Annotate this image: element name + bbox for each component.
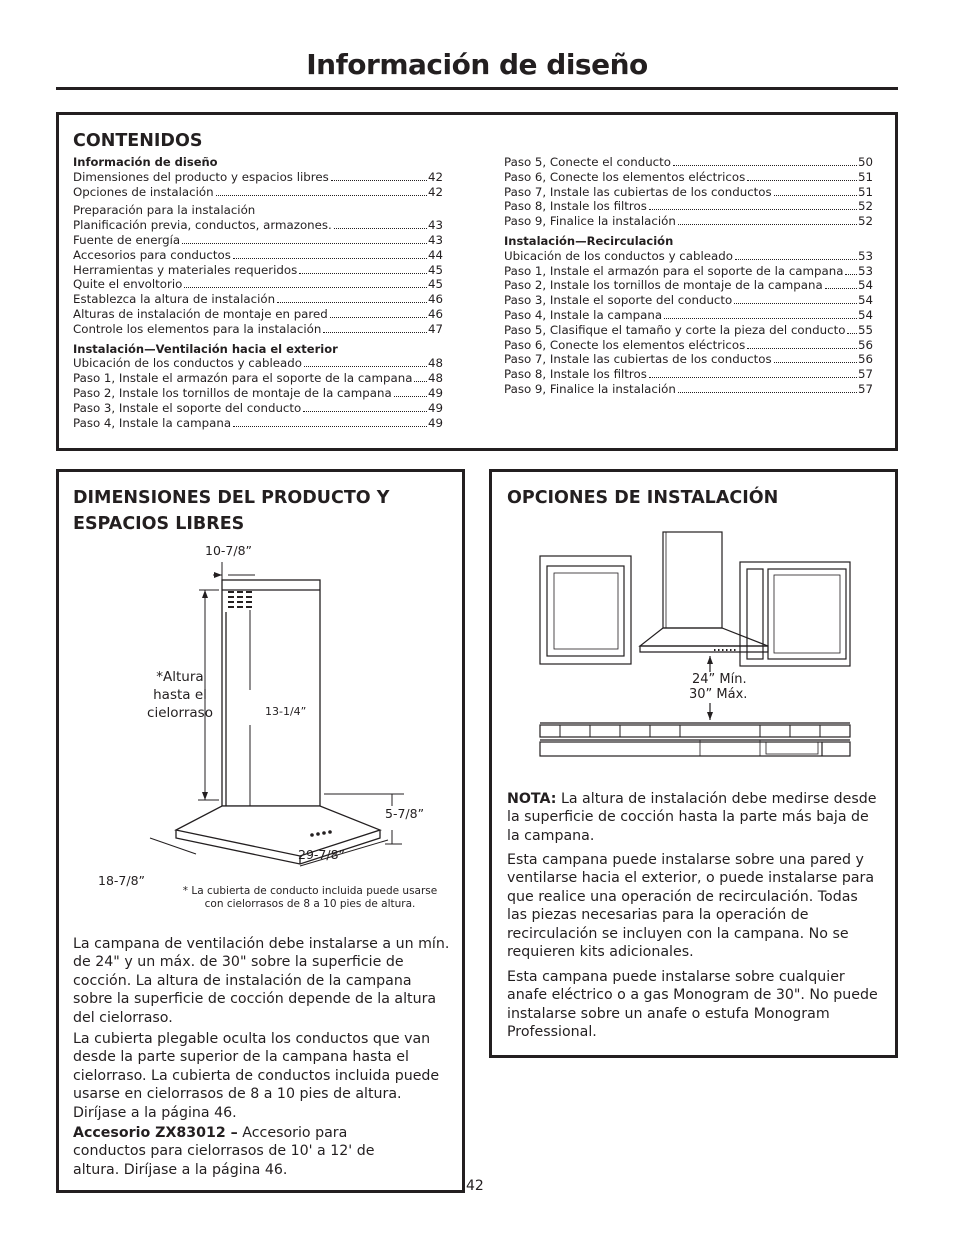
toc-entry-title: Paso 4, Instale la campana	[73, 415, 232, 430]
note-text: La altura de instalación debe medirse desde la superficie de cocción hasta la parte más baja de la campana.	[507, 791, 877, 844]
toc-entry[interactable]	[73, 263, 443, 278]
title-divider	[56, 87, 898, 90]
install-paragraph-3: Esta campana puede instalarse sobre cualquier anafe eléctrico o a gas Monogram de 30". No puede instalarse sobre un anafe o estufa Monogram Professional.	[507, 969, 878, 1041]
toc-entry[interactable]	[504, 264, 873, 279]
install-max-label: 30” Máx.	[689, 687, 748, 702]
toc-leader-dots	[334, 228, 427, 229]
toc-entry-page: 42	[427, 184, 443, 199]
toc-entry[interactable]	[504, 367, 873, 382]
toc-heading: Información de diseño	[73, 155, 218, 169]
toc-entry-title: Paso 6, Conecte los elementos eléctricos	[504, 337, 746, 352]
toc-entry[interactable]	[73, 416, 443, 431]
toc-entry-title: Paso 2, Instale los tornillos de montaje de la campana	[73, 385, 392, 400]
toc-entry[interactable]	[73, 233, 443, 248]
toc-entry-title: Paso 7, Instale las cubiertas de los conductos	[504, 352, 772, 367]
toc-entry-title: Paso 4, Instale la campana	[504, 307, 663, 322]
toc-entry-page: 43	[427, 232, 443, 247]
toc-entry[interactable]	[73, 356, 443, 371]
dim-hood-width: 29-7/8”	[298, 847, 346, 862]
toc-entry[interactable]	[73, 401, 443, 416]
toc-entry[interactable]	[73, 371, 443, 386]
dimensions-title	[73, 485, 389, 537]
dimensions-paragraph-3	[73, 1124, 423, 1179]
toc-entry-page: 46	[427, 292, 443, 307]
footnote-line1: * La cubierta de conducto incluida puede usarse	[182, 885, 438, 897]
toc-entry-title: Establezca la altura de instalación	[73, 292, 276, 307]
toc-entry-page: 53	[857, 248, 873, 263]
install-note	[507, 790, 882, 845]
dimensions-paragraph-1: La campana de ventilación debe instalarse a un mín. de 24" y un máx. de 30" sobre la superficie de cocción. La altura de instalación de la campana sobre la superficie de cocción depende de la altura del cielorraso.	[73, 936, 450, 1026]
toc-entry-title: Paso 3, Instale el soporte del conducto	[504, 293, 733, 308]
toc-list	[504, 249, 873, 397]
page-title: Información de diseño	[306, 48, 648, 81]
toc-list	[73, 170, 443, 200]
toc-entry-title: Paso 9, Finalice la instalación	[504, 381, 676, 396]
toc-leader-dots	[774, 362, 857, 363]
dimensions-title-line1: DIMENSIONES DEL PRODUCTO Y	[73, 488, 390, 508]
dimensions-title-line2: ESPACIOS LIBRES	[73, 514, 245, 534]
toc-right-column	[504, 155, 873, 397]
toc-leader-dots	[664, 318, 857, 319]
toc-leader-dots	[825, 288, 857, 289]
toc-entry-title: Paso 8, Instale los filtros	[504, 199, 647, 214]
toc-entry[interactable]	[504, 214, 873, 229]
toc-entry[interactable]	[504, 323, 873, 338]
toc-entry-title: Paso 1, Instale el armazón para el soporte de la campana	[73, 371, 413, 386]
dim-height-line3: cielorraso	[147, 705, 213, 721]
toc-entry-title: Paso 8, Instale los filtros	[504, 367, 647, 382]
toc-entry-title: Paso 5, Clasifique el tamaño y corte la pieza del conducto	[504, 322, 846, 337]
hood-dimensions-diagram	[60, 540, 460, 880]
toc-entry-page: 51	[857, 184, 873, 199]
toc-heading: Instalación—Recirculación	[504, 233, 674, 248]
dimensions-footnote	[170, 885, 450, 911]
toc-entry-page: 57	[857, 367, 873, 382]
toc-entry-page: 46	[427, 306, 443, 321]
toc-leader-dots	[304, 366, 427, 367]
toc-entry-page: 44	[427, 247, 443, 262]
toc-entry[interactable]	[504, 352, 873, 367]
toc-entry-title: Ubicación de los conductos y cableado	[504, 248, 733, 263]
toc-entry-page: 49	[427, 385, 443, 400]
dim-chimney-width: 13-1/4”	[265, 705, 307, 718]
toc-entry-page: 49	[427, 415, 443, 430]
toc-leader-dots	[678, 224, 857, 225]
toc-leader-dots	[747, 180, 857, 181]
toc-entry-title: Planificación previa, conductos, armazones.	[73, 218, 332, 233]
note-label: NOTA:	[507, 791, 557, 807]
toc-entry-page: 47	[427, 321, 443, 336]
toc-leader-dots	[847, 333, 857, 334]
toc-entry-title: Paso 5, Conecte el conducto	[504, 155, 671, 169]
toc-entry-page: 43	[427, 218, 443, 233]
toc-left-column	[73, 155, 443, 430]
toc-entry[interactable]	[504, 170, 873, 185]
toc-leader-dots	[673, 165, 857, 166]
toc-leader-dots	[678, 392, 857, 393]
toc-list	[504, 155, 873, 229]
toc-entry[interactable]	[504, 293, 873, 308]
accessory-label: Accesorio ZX83012 –	[73, 1125, 238, 1141]
toc-entry[interactable]	[73, 322, 443, 337]
dimensions-paragraph-2: La cubierta plegable oculta los conductos que van desde la parte superior de la campana hasta el cielorraso. La cubierta de conductos incluida puede usarse en cielorrasos de 8 a 10 pies de altura. Diríjase a la página 46.	[73, 1031, 440, 1121]
dim-top-width: 10-7/8”	[205, 543, 253, 558]
toc-leader-dots	[747, 348, 857, 349]
toc-entry-title: Herramientas y materiales requeridos	[73, 262, 298, 277]
toc-list	[73, 356, 443, 430]
install-min-label: 24” Mín.	[692, 672, 747, 687]
toc-entry-page: 55	[857, 322, 873, 337]
toc-entry-page: 56	[857, 352, 873, 367]
toc-entry-title: Paso 3, Instale el soporte del conducto	[73, 400, 302, 415]
toc-leader-dots	[774, 195, 857, 196]
toc-leader-dots	[233, 258, 427, 259]
toc-entry[interactable]	[504, 338, 873, 353]
toc-entry-page: 48	[427, 371, 443, 386]
toc-entry[interactable]	[504, 382, 873, 397]
toc-leader-dots	[299, 273, 427, 274]
toc-entry-title: Ubicación de los conductos y cableado	[73, 356, 302, 371]
toc-entry-page: 48	[427, 356, 443, 371]
toc-entry-page: 50	[857, 155, 873, 169]
toc-entry[interactable]	[73, 185, 443, 200]
toc-entry-page: 45	[427, 262, 443, 277]
toc-subheading: Preparación para la instalación	[73, 203, 256, 218]
toc-heading: Instalación—Ventilación hacia el exterior	[73, 341, 338, 356]
toc-entry-title: Quite el envoltorio	[73, 277, 183, 292]
toc-entry-title: Dimensiones del producto y espacios libres	[73, 169, 329, 184]
toc-entry[interactable]	[73, 218, 443, 233]
toc-entry-title: Paso 9, Finalice la instalación	[504, 214, 676, 229]
toc-leader-dots	[734, 303, 857, 304]
toc-leader-dots	[184, 287, 427, 288]
contents-title: CONTENIDOS	[73, 131, 203, 151]
toc-leader-dots	[649, 377, 857, 378]
toc-entry[interactable]	[504, 278, 873, 293]
toc-entry[interactable]	[73, 307, 443, 322]
toc-entry-page: 42	[427, 169, 443, 184]
toc-entry-page: 57	[857, 381, 873, 396]
dim-height-label	[141, 668, 219, 722]
toc-leader-dots	[414, 381, 427, 382]
toc-entry-page: 52	[857, 199, 873, 214]
toc-leader-dots	[233, 426, 427, 427]
dim-height-line1: *Altura	[156, 669, 204, 685]
toc-entry[interactable]	[73, 170, 443, 185]
toc-entry-title: Fuente de energía	[73, 232, 181, 247]
installation-diagram	[536, 528, 852, 760]
toc-entry[interactable]	[73, 292, 443, 307]
toc-entry-page: 45	[427, 277, 443, 292]
toc-leader-dots	[845, 274, 857, 275]
toc-entry-page: 49	[427, 400, 443, 415]
toc-leader-dots	[182, 243, 427, 244]
toc-entry-title: Paso 6, Conecte los elementos eléctricos	[504, 169, 746, 184]
toc-entry[interactable]	[73, 277, 443, 292]
toc-entry-page: 54	[857, 307, 873, 322]
dim-height-line2: hasta el	[153, 687, 207, 703]
toc-entry-title: Paso 2, Instale los tornillos de montaje de la campana	[504, 278, 823, 293]
toc-entry-title: Paso 1, Instale el armazón para el soporte de la campana	[504, 263, 844, 278]
toc-entry-title: Accesorios para conductos	[73, 247, 231, 262]
toc-leader-dots	[277, 302, 427, 303]
toc-entry-page: 54	[857, 278, 873, 293]
footnote-line2: con cielorrasos de 8 a 10 pies de altura.	[204, 898, 416, 910]
toc-leader-dots	[735, 259, 857, 260]
accessory-text: Accesorio para conductos para cielorrasos de 10' a 12' de altura. Diríjase a la página 46.	[73, 1125, 375, 1178]
install-paragraph-2: Esta campana puede instalarse sobre una pared y ventilarse hacia el exterior, o puede instalarse para que realice una operación de recirculación. Todas las piezas necesarias para la operación de recirculación se incluyen con la campana. No se requieren kits adicionales.	[507, 852, 875, 961]
toc-entry[interactable]	[504, 249, 873, 264]
toc-entry-page: 52	[857, 214, 873, 229]
toc-leader-dots	[323, 332, 427, 333]
dim-hood-depth: 18-7/8”	[98, 873, 146, 888]
toc-leader-dots	[216, 195, 427, 196]
page-number: 42	[466, 1178, 484, 1194]
toc-leader-dots	[330, 317, 427, 318]
toc-entry-title: Alturas de instalación de montaje en pared	[73, 306, 328, 321]
toc-entry[interactable]	[504, 155, 873, 170]
toc-entry-page: 54	[857, 293, 873, 308]
toc-entry[interactable]	[504, 185, 873, 200]
toc-entry-page: 53	[857, 263, 873, 278]
toc-leader-dots	[331, 180, 427, 181]
toc-entry-page: 51	[857, 169, 873, 184]
toc-leader-dots	[649, 209, 857, 210]
toc-entry-page: 56	[857, 337, 873, 352]
toc-entry-title: Paso 7, Instale las cubiertas de los conductos	[504, 184, 772, 199]
toc-entry[interactable]	[504, 199, 873, 214]
toc-entry-title: Controle los elementos para la instalación	[73, 321, 322, 336]
toc-entry[interactable]	[504, 308, 873, 323]
toc-entry-title: Opciones de instalación	[73, 184, 214, 199]
toc-entry[interactable]	[73, 248, 443, 263]
toc-leader-dots	[394, 396, 427, 397]
toc-list	[73, 218, 443, 336]
toc-leader-dots	[303, 411, 427, 412]
install-options-title: OPCIONES DE INSTALACIÓN	[507, 488, 779, 508]
toc-entry[interactable]	[73, 386, 443, 401]
dim-hood-height: 5-7/8”	[385, 806, 425, 821]
